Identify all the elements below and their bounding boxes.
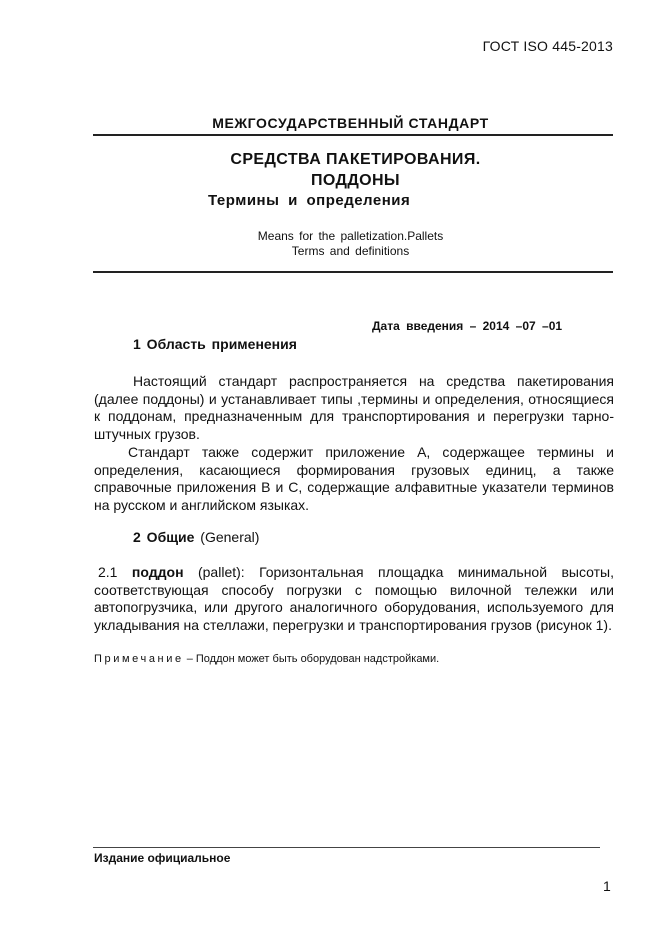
section-2-heading-bold: 2 Общие [133, 529, 195, 545]
term-definition-text: (pallet): Горизонтальная площадка минимальной высоты, соответствующая способу погрузки с помощью вилочной тележки или автопогрузчика, или другого аналогичного оборудования, используемого для укладывания на стеллажи, перегрузки и транспортирования грузов (рисунок 1). [94, 564, 614, 633]
section-2-heading [133, 529, 259, 545]
footer-rule [93, 847, 600, 848]
standard-type: МЕЖГОСУДАРСТВЕННЫЙ СТАНДАРТ [212, 115, 489, 131]
section-2-heading-english: (General) [194, 529, 260, 545]
title-line-2: ПОДДОНЫ [311, 172, 400, 189]
edition-label: Издание официальное [94, 851, 231, 865]
term-name: поддон [131, 564, 184, 580]
introduction-date: Дата введения – 2014 –07 –01 [372, 319, 563, 333]
document-code: ГОСТ ISO 445-2013 [482, 38, 613, 54]
title-subtitle: Термины и определения [208, 192, 411, 209]
title-line-1: СРЕДСТВА ПАКЕТИРОВАНИЯ. [230, 151, 481, 168]
page-number: 1 [603, 878, 611, 894]
title-rule [93, 271, 613, 273]
note-text: – Поддон может быть оборудован надстройками. [183, 653, 440, 665]
english-title-line-1: Means for the palletization.Pallets [257, 229, 444, 243]
english-title-line-2: Terms and definitions [291, 244, 410, 258]
section-1-paragraph-2: Стандарт также содержит приложение А, содержащее термины и определения, касающиеся формирования грузовых единиц, а также справочные приложения В и С, содержащие алфавитные указатели терминов на русском и английском языках. [94, 444, 614, 513]
section-1-heading: 1 Область применения [133, 336, 297, 352]
term-number: 2.1 [98, 564, 132, 580]
section-1-paragraph-1: Настоящий стандарт распространяется на средства пакетирования (далее поддоны) и устанавливает типы ,термины и определения, относящиеся к поддонам, предназначенным для транспортирования и перегрузки тарно-штучных грузов. [94, 373, 614, 442]
note [94, 653, 439, 665]
term-definition-pallet [94, 564, 614, 634]
top-rule [93, 134, 613, 136]
note-label: Примечание [94, 653, 184, 665]
